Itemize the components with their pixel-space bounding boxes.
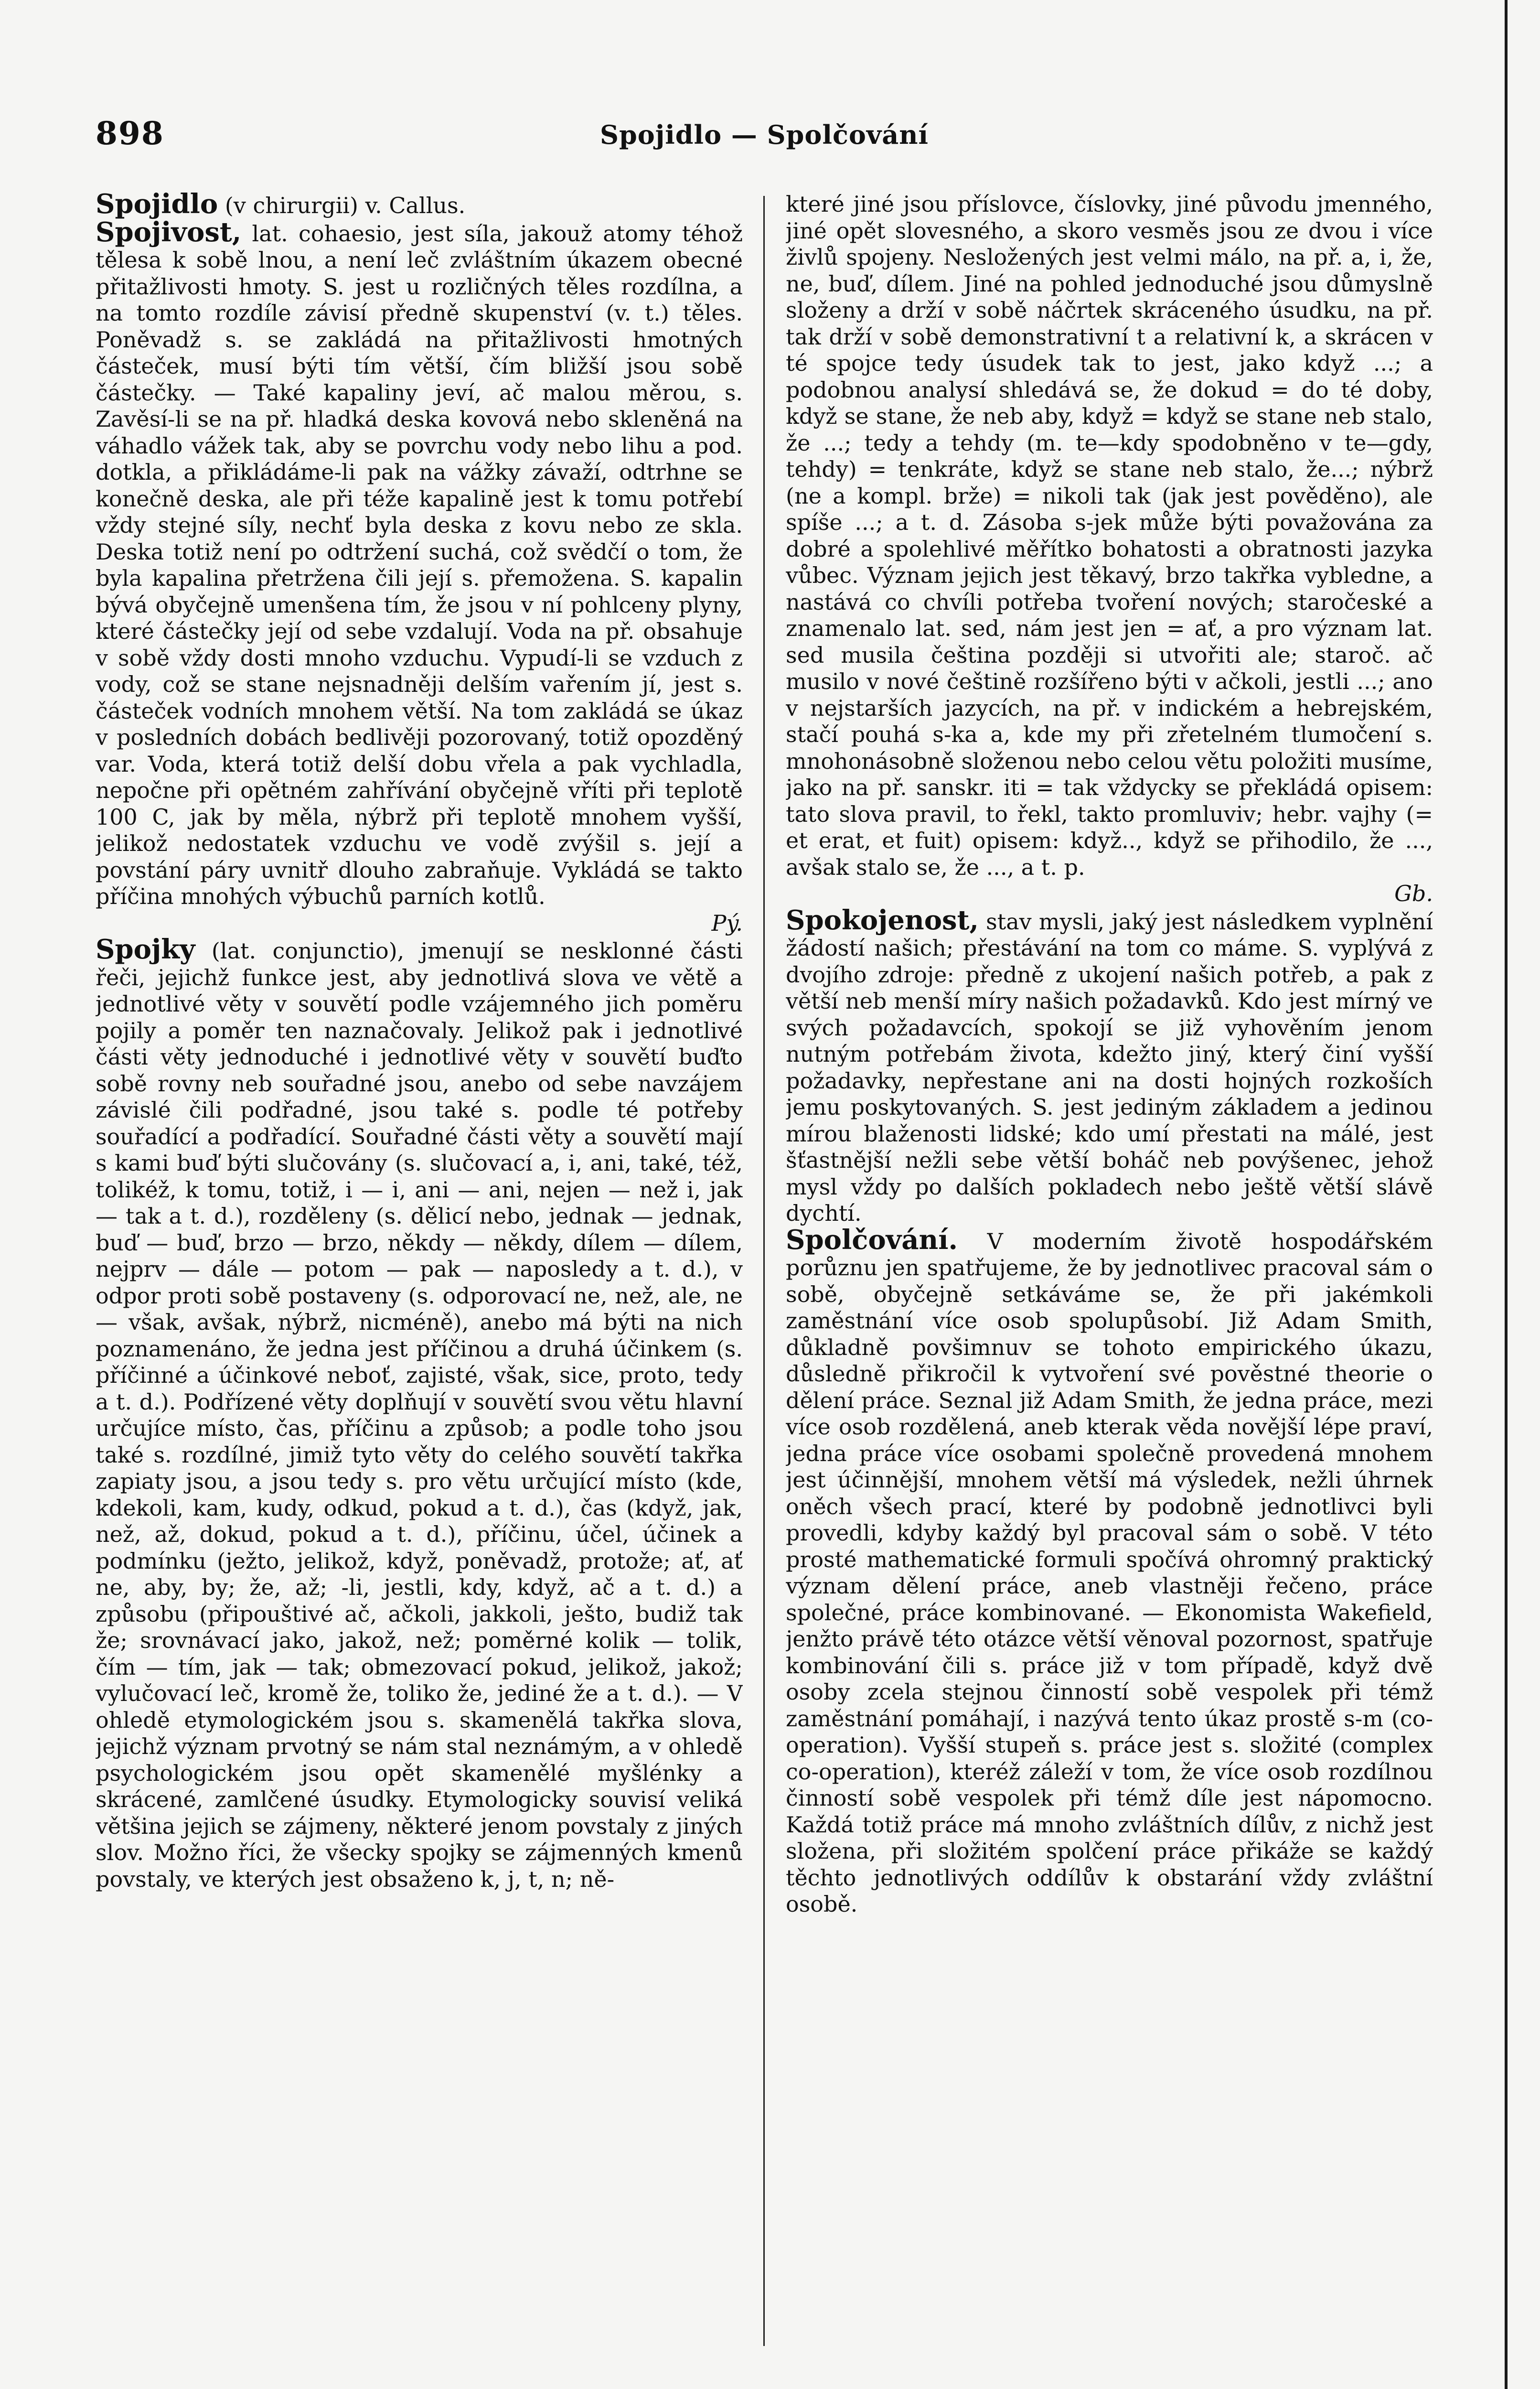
headword-spokojenost: Spokojenost, — [786, 904, 979, 936]
headword-spojidlo: Spojidlo — [96, 191, 218, 220]
author-signature: Pý. — [711, 910, 743, 936]
entry-text-spojivost: lat. cohaesio, jest síla, jakouž atomy téhož tělesa k sobě lnou, a není leč zvláštním úkazem obecné přitažlivosti hmoty. S. jest u rozličných těles rozdílna, a na tomto rozdíle závisí předně skupenství (v. t.) těles. Poněvadž s. se zakládá na přitažlivosti hmotných částeček, musí býti tím větší, čím bližší jsou sobě částečky. — Také kapaliny jeví, ač malou měrou, s. Zavěsí-li se na př. hladká deska kovová nebo skleněná na váhadlo vážek tak, aby se povrchu vody nebo lihu a pod. dotkla, a přikládáme-li pak na vážky závaží, odtrhne se konečně deska, ale při téže kapalině jest k tomu potřebí vždy stejné síly, nechť byla deska z kovu nebo ze skla. Deska totiž není po odtržení suchá, což svědčí o tom, že byla kapalina přetržena čili její s. přemožena. S. kapalin bývá obyčejně umenšena tím, že jsou v ní pohlceny plyny, které částečky její od sebe vzdalují. Voda na př. obsahuje v sobě vždy dosti mnoho vzduchu. Vypudí-li se vzduch z vody, což se stane nejsnadněji delším vařením jí, jest s. částeček vodních mnohem větší. Na tom zakládá se úkaz v posledních dobách bedlivěji pozorovaný, totiž opozděný var. Voda, která totiž delší dobu vřela a pak vychladla, nepočne při opětném zahřívání obyčejně vříti při teplotě 100 C, jak by měla, nýbrž při teplotě mnohem vyšší, jelikož nedostatek vzduchu ve vodě zvýšil s. její a povstání páry uvnitř dlouho zabraňuje. Vykládá se takto příčina mnohých výbuchů parních kotlů. — [96, 220, 743, 909]
page-number: 898 — [96, 115, 164, 152]
entry-spolcovani — [786, 1224, 1433, 1918]
entry-spojivost — [96, 216, 743, 937]
continuation-text: které jiné jsou příslovce, číslovky, jiné původu jmenného, jiné opět slovesného, a skoro vesměs jsou ze dvou i více živlů spojeny. Nesložených jest velmi málo, na př. a, i, že, ne, buď, dílem. Jiné na pohled jednoduché jsou důmyslně složeny a drží v sobě náčrtek skráceného úsudku, na př. tak drží v sobě demonstrativní t a relativní k, a skrácen v té spojce tedy úsudek tak to jest, jako když ...; a podobnou analysí shledává se, že dokud = do té doby, když se stane, že neb aby, když = když se stane neb stalo, že ...; tedy a tehdy (m. te—kdy spodobněno v te—gdy, tehdy) = tenkráte, když se stane neb stalo, že...; nýbrž (ne a kompl. brže) = nikoli tak (jak jest pověděno), ale spíše ...; a t. d. Zásoba s-jek může býti považována za dobré a spolehlivé měřítko bohatosti a obratnosti jazyka vůbec. Význam jejich jest těkavý, brzo takřka vybledne, a nastává co chvíli potřeba tvoření nových; staročeské a znamenalo lat. sed, nám jest jen = ať, a pro význam lat. sed musila čeština později si utvořiti ale; staroč. ač musilo v nové češtině rozšířeno býti v ačkoli, jestli ...; ano v nejstarších jazycích, na př. v indickém a hebrejském, stačí pouhá s-ka a, kde my při zřetelném tlumočení s. mnohonásobně složenou nebo celou větu položiti musíme, jako na př. sanskr. iti = tak vždycky se překládá opisem: tato slova pravil, to řekl, takto promluviv; hebr. vajhy (= et erat, et fuit) opisem: když.., když se přihodilo, že ..., avšak stalo se, že ..., a t. p. — [786, 191, 1433, 880]
entry-spojky-continuation — [786, 191, 1433, 907]
column-divider — [763, 196, 765, 2346]
left-column — [96, 191, 743, 2370]
author-signature: Gb. — [1394, 881, 1433, 906]
headword-spolcovani: Spolčování. — [786, 1224, 958, 1256]
entry-spojky — [96, 936, 743, 1893]
running-head: Spojidlo — Spolčování — [599, 119, 929, 150]
right-column — [786, 191, 1433, 2370]
page-edge-shadow — [1505, 0, 1508, 2389]
entry-text-spojky: (lat. conjunctio), jmenují se nesklonné části řeči, jejichž funkce jest, aby jednotlivá slova ve větě a jednotlivé věty v souvětí podle vzájemného jich poměru pojily a poměr ten naznačovaly. Jelikož pak i jednotlivé části věty jednoduché i jednotlivé věty v souvětí buďto sobě rovny neb souřadné jsou, anebo od sebe navzájem závislé čili podřadné, jsou také s. podle té potřeby souřadící a podřadící. Souřadné části věty a souvětí mají s kami buď býti slučovány (s. slučovací a, i, ani, také, též, tolikéž, k tomu, totiž, i — i, ani — ani, nejen — než i, jak — tak a t. d.), rozděleny (s. dělicí nebo, jednak — jednak, buď — buď, brzo — brzo, někdy — někdy, dílem — dílem, nejprv — dále — potom — pak — naposledy a t. d.), v odpor proti sobě postaveny (s. odporovací ne, než, ale, ne — však, avšak, nýbrž, nicméně), anebo má býti na nich poznamenáno, že jedna jest příčinou a druhá účinkem (s. příčinné a účinkové neboť, zajisté, však, sice, proto, tedy a t. d.). Podřízené věty doplňují v souvětí svou větu hlavní určujíce místo, čas, příčinu a způsob; a podle toho jsou také s. rozdílné, jimiž tyto věty do celého souvětí takřka zapiaty jsou, a jsou tedy s. pro větu určující místo (kde, kdekoli, kam, kudy, odkud, pokud a t. d.), čas (když, jak, než, až, dokud, pokud a t. d.), příčinu, účel, účinek a podmínku (ježto, jelikož, když, poněvadž, protože; ať, ať ne, aby, by; že, až; -li, jestli, kdy, když, ač a t. d.) a způsobu (připouštivé ač, ačkoli, jakkoli, ješto, budiž tak že; srovnávací jako, jakož, než; poměrné kolik — tolik, čím — tím, jak — tak; obmezovací pokud, jelikož, jakož; vylučovací leč, kromě že, toliko že, jediné že a t. d.). — V ohledě etymologickém jsou s. skamenělá takřka slova, jejichž význam prvotný se nám stal neznámým, a v ohledě psychologickém jsou opět skamenělé myšlénky a skrácené, zamlčené úsudky. Etymologicky souvisí veliká většina jejich se zájmeny, některé jenom povstaly z jiných slov. Možno říci, že všecky spojky se zájmenných kmenů povstaly, ve kterých jest obsaženo k, j, t, n; ně- — [96, 938, 743, 1892]
entry-text-spolcovani: V moderním životě hospodářském porůznu jen spatřujeme, že by jednotlivec pracoval sám o sobě, obyčejně setkáváme se, že při jakémkoli zaměstnání více osob spolupůsobí. Již Adam Smith, důkladně povšimnuv se tohoto empirického úkazu, důsledně přikročil k vytvoření své pověstné theorie o dělení práce. Seznal již Adam Smith, že jedna práce, mezi více osob rozdělená, aneb kterak věda novější lépe praví, jedna práce více osobami společně provedená mnohem jest účinnější, mnohem větší má výsledek, nežli úhrnek oněch všech prací, které by podobně jednotlivci byli provedli, kdyby každý byl pracoval sám o sobě. V této prosté mathematické formuli spočívá ohromný praktický význam dělení práce, aneb vlastněji řečeno, práce společné, práce kombinované. — Ekonomista Wakefield, jenžto právě této otázce větší věnoval pozornost, spatřuje kombinování čili s. práce již v tom případě, když dvě osoby zcela stejnou činností sobě vespolek při témž zaměstnání pomáhají, i nazývá tento úkaz prostě s-m (co-operation). Vyšší stupeň s. práce jest s. složité (complex co-operation), kteréž záleží v tom, že více osob rozdílnou činností sobě vespolek při témž díle jest nápomocno. Každá totiž práce má mnoho zvláštních dílův, z nichž jest složena, při složitém spolčení práce přikáže se každý těchto jednotlivých oddílův k obstarání vždy zvláštní osobě. — [786, 1228, 1433, 1917]
entry-spojidlo — [96, 191, 743, 219]
entry-text-spojidlo: (v chirurgii) v. Callus. — [225, 193, 466, 218]
entry-spokojenost — [786, 904, 1433, 1227]
headword-spojky: Spojky — [96, 934, 195, 965]
headword-spojivost: Spojivost, — [96, 216, 242, 248]
page-header — [96, 105, 1433, 158]
entry-text-spokojenost: stav mysli, jaký jest následkem vyplnění žádostí našich; přestávání na tom co máme. S. vyplývá z dvojího zdroje: předně z ukojení našich potřeb, a pak z větší neb menší míry našich požadavků. Kdo jest mírný ve svých požadavcích, spokojí se již vyhověním jenom nutným potřebám života, kdežto jiný, který činí vyšší požadavky, nepřestane ani na dosti hojných rozkoších jemu poskytovaných. S. jest jediným základem a jedinou mírou blaženosti lidské; kdo umí přestati na málé, jest šťastnější nežli sebe větší boháč neb povýšenec, jehož mysl vždy po dalších pokladech nebo ještě větší slávě dychtí. — [786, 908, 1433, 1226]
text-columns — [96, 191, 1433, 2370]
